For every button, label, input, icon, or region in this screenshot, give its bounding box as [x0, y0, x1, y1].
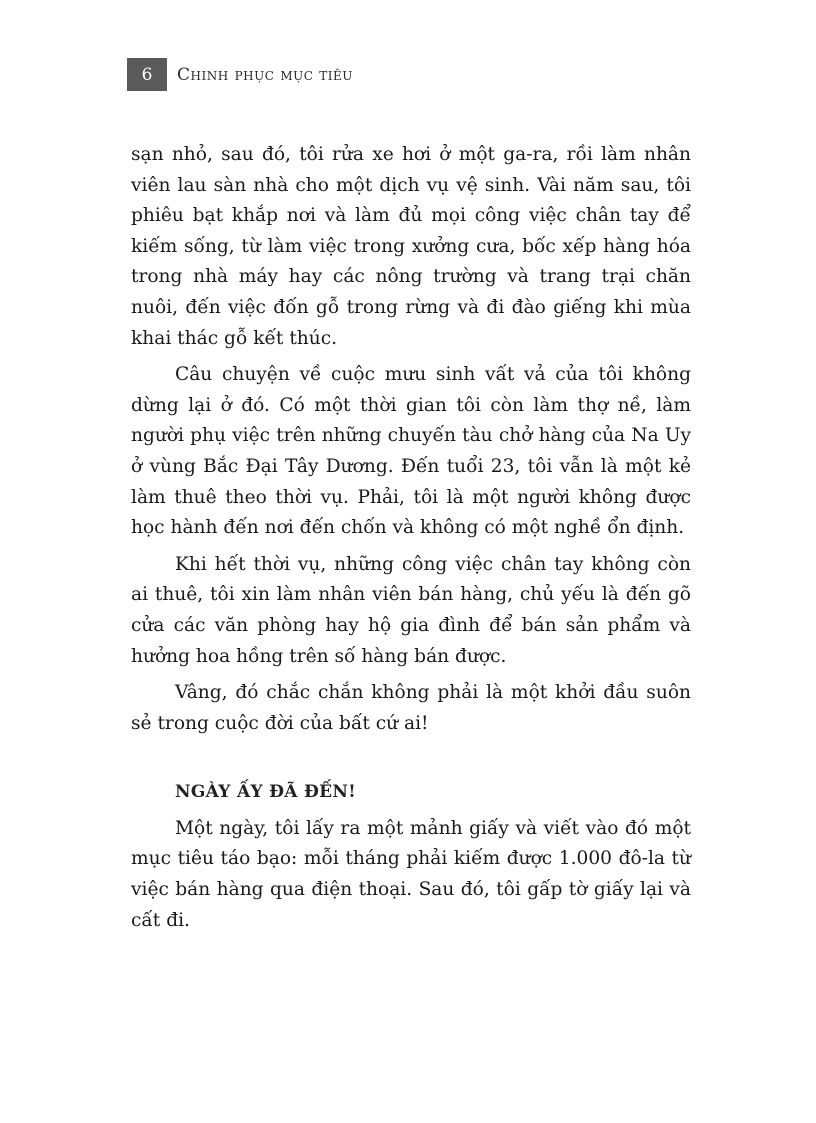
page-header	[127, 58, 353, 91]
section-heading: NGÀY ẤY ĐÃ ĐẾN!	[175, 782, 356, 803]
running-title: Chinh phục mục tiêu	[177, 64, 353, 85]
paragraph-1: sạn nhỏ, sau đó, tôi rửa xe hơi ở một ga-ra, rồi làm nhân viên lau sàn nhà cho một dịch vụ vệ sinh. Vài năm sau, tôi phiêu bạt khắp nơi và làm đủ mọi công việc chân tay để kiếm sống, từ làm việc trong xưởng cưa, bốc xếp hàng hóa trong nhà máy hay các nông trường và trang trại chăn nuôi, đến việc đốn gỗ trong rừng và đi đào giếng khi mùa khai thác gỗ kết thúc.	[131, 144, 691, 349]
paragraph-3: Khi hết thời vụ, những công việc chân tay không còn ai thuê, tôi xin làm nhân viên bán hàng, chủ yếu là đến gõ cửa các văn phòng hay hộ gia đình để bán sản phẩm và hưởng hoa hồng trên số hàng bán được.	[131, 553, 691, 667]
paragraph-2: Câu chuyện về cuộc mưu sinh vất vả của tôi không dừng lại ở đó. Có một thời gian tôi còn làm thợ nề, làm người phụ việc trên những chuyến tàu chở hàng của Na Uy ở vùng Bắc Đại Tây Dương. Đến tuổi 23, tôi vẫn là một kẻ làm thuê theo thời vụ. Phải, tôi là một người không được học hành đến nơi đến chốn và không có một nghề ổn định.	[131, 364, 691, 539]
page-body	[131, 140, 691, 936]
page-number: 6	[127, 58, 167, 91]
paragraph-4: Vâng, đó chắc chắn không phải là một khởi đầu suôn sẻ trong cuộc đời của bất cứ ai!	[131, 682, 691, 734]
section-paragraph: Một ngày, tôi lấy ra một mảnh giấy và viết vào đó một mục tiêu táo bạo: mỗi tháng phải kiếm được 1.000 đô-la từ việc bán hàng qua điện thoại. Sau đó, tôi gấp tờ giấy lại và cất đi.	[131, 817, 691, 931]
